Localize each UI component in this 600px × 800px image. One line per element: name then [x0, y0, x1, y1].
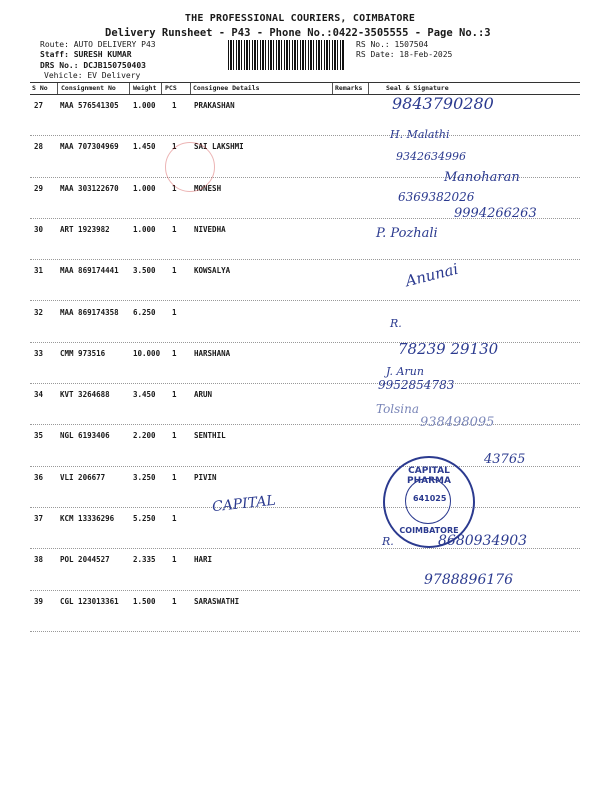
table-row [30, 94, 580, 136]
cell-cons: KCM 13336296 [60, 514, 115, 523]
cell-pcs: 1 [172, 183, 177, 193]
runsheet-title: Delivery Runsheet - P43 - Phone No.:0422-3505555 - Page No.:3 [105, 27, 491, 39]
cell-weight: 10.000 [133, 348, 161, 358]
header-seal-signature: Seal & Signature [386, 84, 449, 92]
stamp-bottom-text: COIMBATORE [399, 526, 459, 535]
cell-name: KOWSALYA [194, 266, 231, 276]
cell-weight: 1.000 [133, 183, 156, 193]
handwritten-phone: 8680934903 [438, 533, 528, 549]
cell-weight: 1.000 [133, 101, 156, 110]
cell-weight: 1.500 [133, 596, 156, 606]
handwritten-phone: 9342634996 [396, 150, 466, 163]
cell-weight: 2.200 [133, 431, 156, 441]
handwritten-name: J. Arun [386, 365, 424, 378]
cell-weight: 3.450 [133, 390, 156, 400]
company-name: THE PROFESSIONAL COURIERS, COIMBATORE [184, 13, 416, 24]
cell-cons: POL 2044527 [60, 555, 110, 565]
cell-sno: 37 [34, 514, 44, 523]
cell-sno: 31 [34, 266, 44, 276]
cell-pcs: 1 [172, 307, 177, 317]
handwritten-number: 43765 [484, 452, 526, 467]
cell-sno: 33 [34, 348, 44, 358]
header-consignment: Consignment No [61, 84, 116, 92]
barcode [228, 40, 344, 70]
cell-sno: 39 [34, 596, 44, 606]
handwritten-word: CAPITAL [211, 492, 277, 516]
header-divider [332, 83, 333, 94]
header-divider [57, 83, 58, 94]
cell-name: HARI [194, 555, 213, 565]
drs-number [40, 61, 146, 70]
cell-sno: 34 [34, 390, 44, 400]
cell-pcs: 1 [172, 514, 177, 523]
vehicle: Vehicle: EV Delivery [44, 71, 141, 80]
cell-sno: 28 [34, 142, 44, 152]
cell-weight: 5.250 [133, 514, 156, 523]
capital-pharma-stamp [383, 456, 475, 548]
handwritten-phone: 6369382026 [398, 190, 475, 204]
staff: Staff: SURESH KUMAR [40, 50, 132, 59]
table-row [30, 466, 580, 508]
cell-pcs: 1 [172, 142, 177, 152]
cell-name: SARASWATHI [194, 596, 240, 606]
header-sno: S No [32, 84, 48, 92]
table-row [30, 259, 580, 301]
handwritten-name: R. [382, 535, 394, 548]
cell-pcs: 1 [172, 101, 177, 110]
cell-pcs: 1 [172, 224, 177, 234]
cell-name: ARUN [194, 390, 213, 400]
cell-sno: 32 [34, 307, 44, 317]
handwritten-phone: 78239 29130 [398, 340, 499, 358]
stamp-mid-text: 641025 [413, 494, 447, 503]
handwritten-name: Tolsina [376, 402, 420, 416]
cell-name: SAI LAKSHMI [194, 142, 244, 152]
cell-pcs: 1 [172, 555, 177, 565]
cell-weight: 2.335 [133, 555, 156, 565]
header-divider [190, 83, 191, 94]
cell-weight: 6.250 [133, 307, 156, 317]
table-row [30, 218, 580, 260]
header-divider [161, 83, 162, 94]
cell-pcs: 1 [172, 348, 177, 358]
cell-cons: MAA 869174358 [60, 307, 119, 317]
header-divider [129, 83, 130, 94]
cell-pcs: 1 [172, 596, 177, 606]
stamp-top-text: CAPITAL PHARMA [407, 466, 451, 486]
header-weight: Weight [133, 84, 157, 92]
cell-cons: MAA 303122670 [60, 183, 119, 193]
cell-cons: MAA 707304969 [60, 142, 119, 152]
handwritten-phone: 9843790280 [392, 94, 494, 113]
handwritten-phone: 938498095 [420, 415, 495, 430]
handwritten-name: P. Pozhali [376, 226, 438, 241]
cell-weight: 3.500 [133, 266, 156, 276]
cell-pcs: 1 [172, 390, 177, 400]
handwritten-phone: 9994266263 [454, 206, 537, 221]
cell-name: HARSHANA [194, 348, 231, 358]
route: Route: AUTO DELIVERY P43 [40, 40, 156, 49]
cell-cons: ART 1923982 [60, 224, 110, 234]
header-divider [368, 83, 369, 94]
handwritten-phone: 9952854783 [378, 378, 455, 392]
handwritten-phone: 9788896176 [424, 572, 514, 588]
rs-number: RS No.: 1507504 [356, 40, 429, 49]
cell-sno: 27 [34, 101, 44, 110]
handwritten-name: R. [390, 317, 402, 330]
cell-cons: VLI 206677 [60, 472, 106, 482]
cell-pcs: 1 [172, 431, 177, 441]
cell-sno: 29 [34, 183, 44, 193]
drs-value: DCJB150750403 [83, 61, 146, 70]
faint-red-stamp [165, 142, 215, 192]
cell-sno: 38 [34, 555, 44, 565]
cell-sno: 30 [34, 224, 44, 234]
cell-name: SENTHIL [194, 431, 226, 441]
cell-name: PIVIN [194, 472, 217, 482]
cell-pcs: 1 [172, 266, 177, 276]
rs-date: RS Date: 18-Feb-2025 [356, 50, 453, 59]
header-pcs: PCS [165, 84, 177, 92]
cell-weight: 1.450 [133, 142, 156, 152]
table-row [30, 590, 580, 632]
handwritten-name: Manoharan [444, 170, 520, 185]
cell-cons: CMM 973516 [60, 348, 106, 358]
cell-cons: CGL 123013361 [60, 596, 119, 606]
cell-cons: NGL 6193406 [60, 431, 110, 441]
cell-name: MONESH [194, 183, 222, 193]
table-row [30, 383, 580, 425]
cell-cons: MAA 869174441 [60, 266, 119, 276]
cell-weight: 3.250 [133, 472, 156, 482]
cell-name: NIVEDHA [194, 224, 226, 234]
header-remarks: Remarks [335, 84, 363, 92]
cell-sno: 35 [34, 431, 44, 441]
drs-label: DRS No.: [40, 61, 79, 70]
cell-cons: MAA 576541305 [60, 101, 119, 110]
cell-weight: 1.000 [133, 224, 156, 234]
cell-name: PRAKASHAN [194, 101, 235, 110]
handwritten-signature: Anunai [403, 259, 460, 291]
handwritten-name: H. Malathi [390, 128, 450, 141]
cell-sno: 36 [34, 472, 44, 482]
header-consignee: Consignee Details [193, 84, 260, 92]
cell-cons: KVT 3264688 [60, 390, 110, 400]
table-row [30, 301, 580, 343]
cell-pcs: 1 [172, 472, 177, 482]
